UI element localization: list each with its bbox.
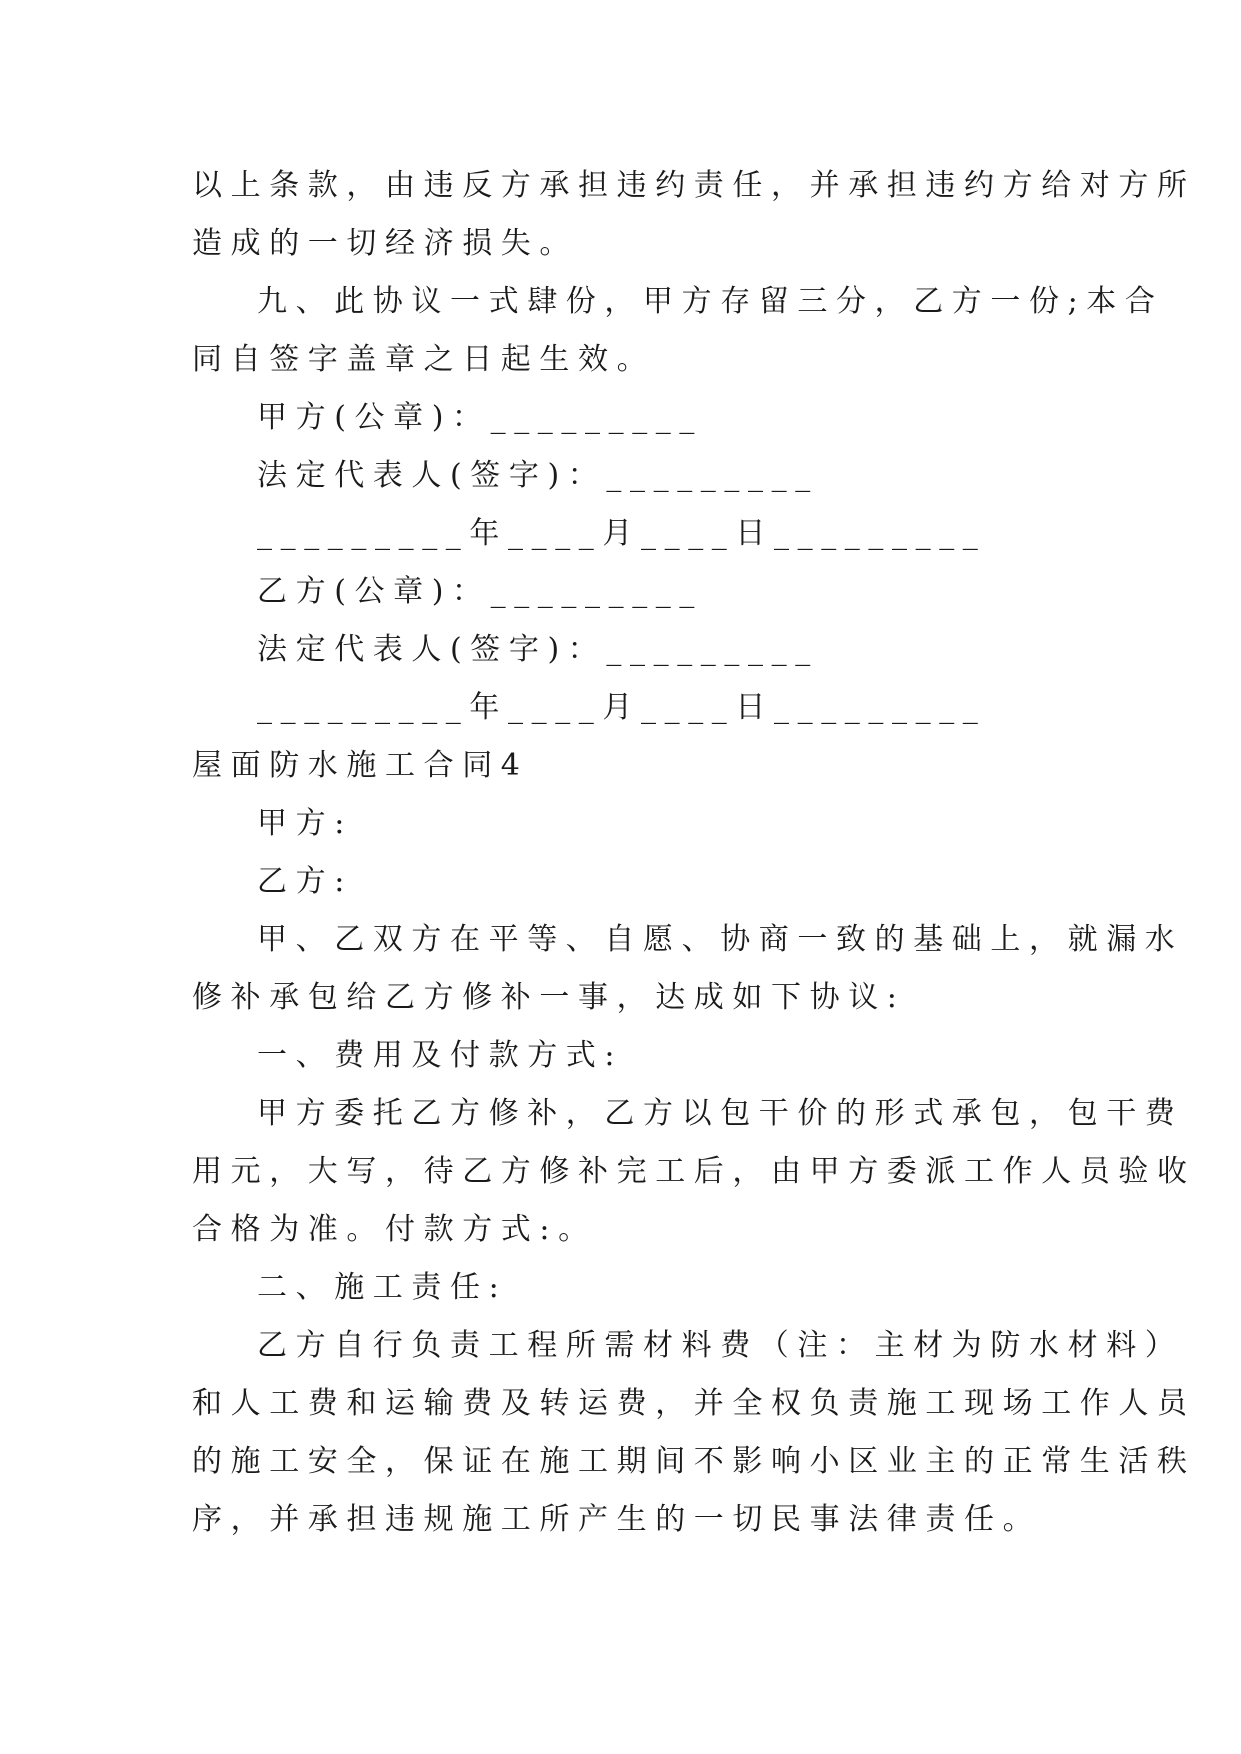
party-b-representative-line: 法定代表人(签字)：_________ [257,632,819,667]
text-line: 和人工费和运输费及转运费，并全权负责施工现场工作人员 [192,1386,1196,1421]
text-line: 造成的一切经济损失。 [192,226,578,261]
text-line: 合格为准。付款方式:。 [192,1212,597,1247]
text-line: 用元，大写，待乙方修补完工后，由甲方委派工作人员验收 [192,1154,1196,1189]
party-a-seal-line: 甲方(公章)：_________ [257,400,704,435]
party-a-date-line: _________年____月____日_________ [257,516,987,551]
text-line: 九、此协议一式肆份，甲方存留三分，乙方一份;本合 [257,284,1164,319]
text-line: 同自签字盖章之日起生效。 [192,342,656,377]
party-a-representative-line: 法定代表人(签字)：_________ [257,458,819,493]
party-b-seal-line: 乙方(公章)：_________ [257,574,704,609]
party-b-date-line: _________年____月____日_________ [257,690,987,725]
text-line: 的施工安全，保证在施工期间不影响小区业主的正常生活秩 [192,1444,1196,1479]
text-line: 修补承包给乙方修补一事，达成如下协议: [192,980,906,1015]
text-line: 序，并承担违规施工所产生的一切民事法律责任。 [192,1502,1042,1537]
section-heading: 一、费用及付款方式: [257,1038,624,1073]
section-heading: 二、施工责任: [257,1270,508,1305]
text-line: 甲方委托乙方修补，乙方以包干价的形式承包，包干费 [257,1096,1184,1131]
text-line: 以上条款，由违反方承担违约责任，并承担违约方给对方所 [192,168,1196,203]
text-line: 甲、乙双方在平等、自愿、协商一致的基础上，就漏水 [257,922,1184,957]
party-b-label: 乙方: [257,864,353,899]
contract-title: 屋面防水施工合同4 [192,748,529,783]
text-line: 乙方自行负责工程所需材料费（注：主材为防水材料） [257,1328,1184,1363]
party-a-label: 甲方: [257,806,353,841]
